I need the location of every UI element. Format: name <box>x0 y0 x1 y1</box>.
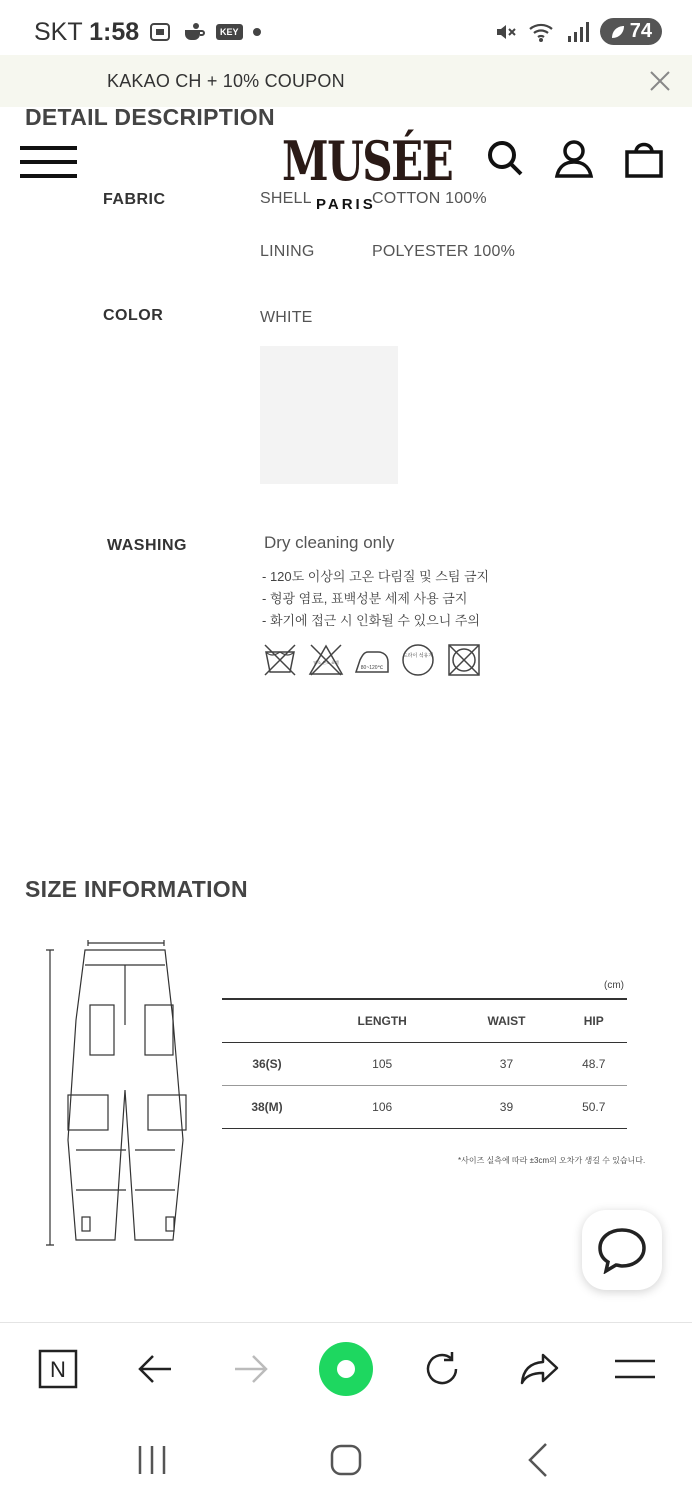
back-icon[interactable] <box>520 1440 560 1480</box>
size-cell: 36(S) <box>222 1042 312 1085</box>
back-arrow-icon[interactable] <box>133 1347 177 1391</box>
naver-letter: N <box>50 1357 66 1382</box>
washing-label: WASHING <box>107 537 187 554</box>
close-icon[interactable] <box>648 69 672 93</box>
washing-note: - 120도 이상의 고온 다림질 및 스팀 금지 <box>262 569 490 584</box>
size-cell: 38(M) <box>222 1085 312 1128</box>
length-cell: 106 <box>312 1085 452 1128</box>
lining-label: LINING <box>260 243 315 260</box>
care-icon-text: 염소 산소 표백 <box>313 660 339 665</box>
cafe-cup-icon <box>182 20 206 44</box>
care-icons <box>262 642 482 678</box>
washing-note: - 화기에 접근 시 인화될 수 있으니 주의 <box>262 613 480 628</box>
waist-cell: 39 <box>452 1085 560 1128</box>
washing-instruction: Dry cleaning only <box>264 533 395 552</box>
signal-icon <box>566 20 590 44</box>
table-row <box>222 1042 627 1085</box>
column-header: LENGTH <box>312 999 452 1042</box>
unit-label: (cm) <box>604 980 624 991</box>
carrier: SKT <box>34 18 83 46</box>
screenshot-icon <box>148 20 172 44</box>
column-header <box>222 999 312 1042</box>
hip-cell: 50.7 <box>561 1085 627 1128</box>
shopping-bag-icon[interactable] <box>624 138 664 178</box>
no-tumble-dry-icon <box>446 642 482 678</box>
home-icon[interactable] <box>326 1440 366 1480</box>
battery-level: 74 <box>629 20 652 42</box>
no-wash-icon <box>262 642 298 678</box>
recent-apps-icon[interactable] <box>132 1440 172 1480</box>
color-label: COLOR <box>103 307 164 324</box>
chat-button[interactable] <box>582 1210 662 1290</box>
dot-icon <box>253 28 261 36</box>
key-badge-icon: KEY <box>216 24 243 40</box>
size-table <box>222 998 627 1129</box>
table-header-row <box>222 999 627 1042</box>
forward-arrow-icon[interactable] <box>229 1347 273 1391</box>
coupon-banner[interactable] <box>0 55 692 107</box>
dry-clean-icon <box>400 642 436 678</box>
column-header: WAIST <box>452 999 560 1042</box>
refresh-icon[interactable] <box>420 1347 464 1391</box>
detail-description-heading: DETAIL DESCRIPTION <box>25 104 275 130</box>
iron-icon <box>354 642 390 678</box>
browser-toolbar <box>0 1322 692 1414</box>
system-icons <box>494 18 662 45</box>
color-swatch <box>260 346 398 484</box>
length-cell: 105 <box>312 1042 452 1085</box>
table-row <box>222 1085 627 1128</box>
fabric-label: FABRIC <box>103 191 166 208</box>
user-icon[interactable] <box>554 138 594 178</box>
waist-cell: 37 <box>452 1042 560 1085</box>
notification-icons <box>148 20 261 44</box>
battery-icon <box>600 18 662 45</box>
leaf-icon <box>610 24 626 40</box>
system-nav-bar <box>0 1414 692 1500</box>
no-bleach-icon <box>308 642 344 678</box>
status-bar <box>0 0 692 62</box>
color-value: WHITE <box>260 309 313 326</box>
clock: 1:58 <box>89 18 140 46</box>
naver-n-icon[interactable] <box>36 1347 80 1391</box>
logo-main[interactable]: MUSÉE <box>282 129 453 193</box>
home-green-icon[interactable] <box>319 1342 373 1396</box>
menu-icon[interactable] <box>20 146 77 180</box>
share-icon[interactable] <box>517 1347 561 1391</box>
pants-illustration <box>40 935 200 1255</box>
banner-text[interactable]: KAKAO CH + 10% COUPON <box>107 71 345 91</box>
size-information-heading: SIZE INFORMATION <box>25 876 248 902</box>
shell-value: COTTON 100% <box>372 190 487 207</box>
column-header: HIP <box>561 999 627 1042</box>
washing-note: - 형광 염료, 표백성분 세제 사용 금지 <box>262 591 468 606</box>
chat-bubble-icon[interactable] <box>596 1226 648 1274</box>
search-icon[interactable] <box>485 138 525 178</box>
care-icon-text: 80~120℃ <box>360 665 384 671</box>
size-note: *사이즈 실측에 따라 ±3cm의 오차가 생길 수 있습니다. <box>458 1156 646 1165</box>
lining-value: POLYESTER 100% <box>372 243 516 260</box>
status-carrier-time <box>34 18 139 47</box>
shell-label: SHELL <box>260 190 312 207</box>
care-icon-text: 드라이 석유계 <box>402 653 434 659</box>
logo-sub[interactable]: PARIS <box>316 196 376 213</box>
wifi-icon <box>528 20 556 44</box>
hip-cell: 48.7 <box>561 1042 627 1085</box>
menu-icon[interactable] <box>613 1347 657 1391</box>
mute-icon <box>494 20 518 44</box>
